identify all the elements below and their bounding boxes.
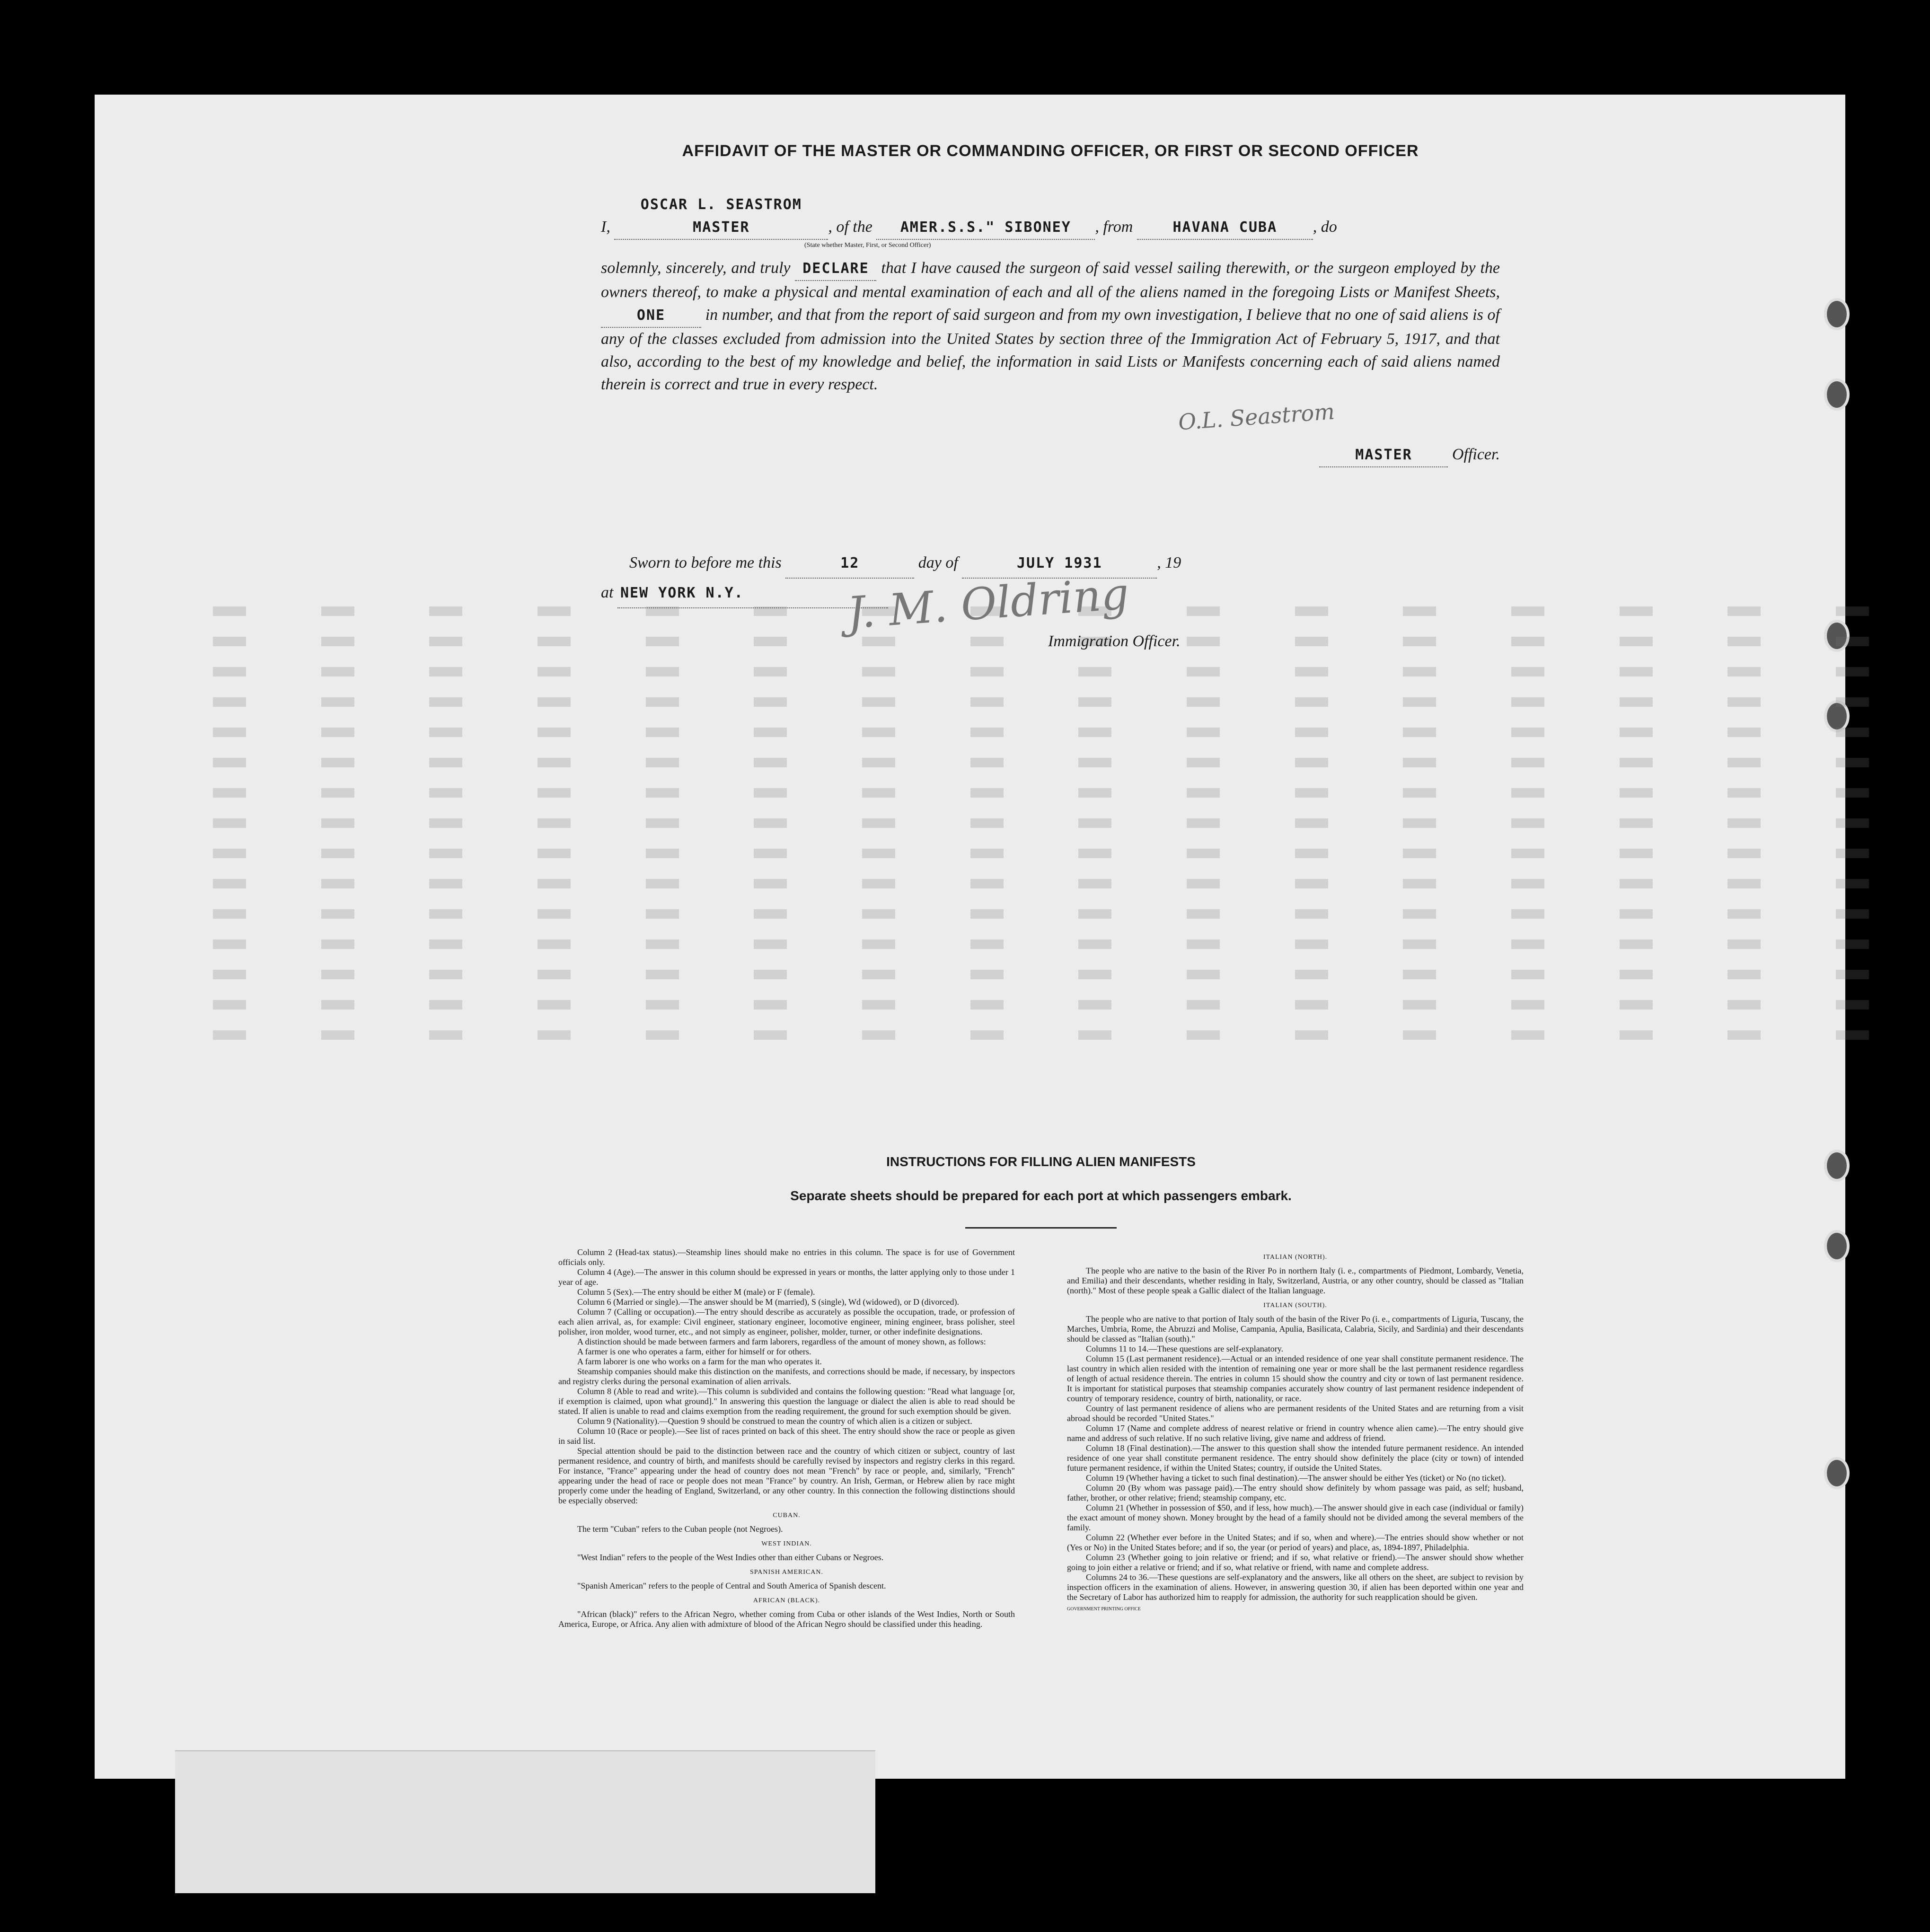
month-year-field: JULY 1931 [962,549,1157,579]
day-of-label: day of [918,554,958,571]
bleed-through-rows [213,596,1869,1069]
count-field: ONE [601,304,701,328]
instructions-subtitle: Separate sheets should be prepared for each port at which passengers embark. [790,1188,1292,1203]
instruction-paragraph: Country of last permanent residence of aliens who are permanent residents of the United States and are returning from a visit abroad should be recorded "United States." [1067,1404,1524,1423]
officer-type-note: (State whether Master, First, or Second Officer) [804,242,931,249]
instruction-paragraph: Column 10 (Race or people).—See list of races printed on back of this sheet. The entry should show the race or people as given in said list. [558,1426,1015,1446]
instructions-left-column [558,1247,1015,1629]
officer-line [601,443,1500,467]
officer-label: Officer. [1452,446,1500,463]
immigration-officer-signature: J. M. Oldring [845,568,1131,639]
sworn-label: Sworn to before me this [629,554,782,571]
instruction-paragraph: A farmer is one who operates a farm, either for himself or for others. [577,1347,811,1356]
affidavit-section [601,142,1500,467]
instruction-paragraph: Columns 24 to 36.—These questions are self-explanatory and the answers, like all others on the sheet, are subject to revision by inspection officers in the examination of aliens. However, in answering question 30, if alien has been deported within one year and the Secretary of Labor has authorized him to reapply for admission, the authority for such reapplication should be given. [1067,1572,1524,1602]
affidavit-body [601,193,1500,467]
binder-hole-icon [1824,1457,1850,1489]
printer-imprint: GOVERNMENT PRINTING OFFICE [1067,1607,1141,1612]
century-label: , 19 [1157,554,1181,571]
west-indian-heading: WEST INDIAN. [761,1540,812,1547]
instruction-paragraph: A farm laborer is one who works on a farm for the man who operates it. [577,1357,822,1366]
instruction-paragraph: Column 20 (By whom was passage paid).—The entry should show definitely by whom passage was paid, as self; husband, father, brother, or other relative; friend; steamship company, etc. [1067,1483,1524,1502]
instructions-right-column [1067,1247,1524,1629]
declaration-text-2: in number, and that from the report of said surgeon and from my own investigation, I believe that no one of said aliens is of any of the classes excluded from admission into the United States by section three of the Immigration Act of February 5, 1917, and that also, according to the best of my knowledge and belief, the information in said Lists or Manifests concerning each of said aliens named therein is correct and true in every respect. [601,306,1500,393]
rank-field: MASTER [1319,444,1448,467]
instruction-paragraph: Column 22 (Whether ever before in the United States; and if so, when and where).—The entries should show whether or not (Yes or No) in the United States before; and if so, the year (or period of years) and place, as, 1894-1897, Philadelphia. [1067,1533,1524,1552]
manifest-sheet [95,95,1845,1779]
place-field: NEW YORK N.Y. [617,579,888,608]
cuban-heading: CUBAN. [773,1512,801,1519]
instruction-paragraph: Column 2 (Head-tax status).—Steamship lines should make no entries in this column. The space is for use of Government officials only. [558,1247,1015,1267]
instruction-paragraph: Column 9 (Nationality).—Question 9 should be construed to mean the country of which alien is a citizen or subject. [577,1416,972,1426]
spanish-american-heading: SPANISH AMERICAN. [750,1569,823,1576]
instruction-paragraph: Column 6 (Married or single).—The answer should be M (married), S (single), Wd (widowed), or D (divorced). [577,1297,959,1307]
italian-north-heading: ITALIAN (NORTH). [1263,1254,1328,1261]
instruction-paragraph: Special attention should be paid to the distinction between race and the country of which citizen or subject, country of last permanent residence, and country of birth, and manifests should be carefully revised by inspectors and registry clerks in this regard. For instance, "France" appearing under the head of country does not mean "French" by race or people, and, similarly, "French" appearing under the head of race or people does not mean "France" by country. An Irish, German, or Hebrew alien by race might properly come under the heading of England, Switzerland, or any other country. In this connection the following distinctions should be especially observed: [558,1446,1015,1505]
instruction-paragraph: The people who are native to that portion of Italy south of the basin of the River Po (i. e., compartments of Liguria, Tuscany, the Marches, Umbria, Rome, the Abruzzi and Molise, Campania, Apulia, Basilicata, Calabria, Sicily, and Sardinia) and their descendants should be classed as "Italian (south)." [1067,1314,1524,1344]
binder-hole-icon [1824,1150,1850,1182]
instruction-paragraph: Column 7 (Calling or occupation).—The entry should describe as accurately as possible the occupation, trade, or profession of each alien arrival, as, for example: Civil engineer, stationary engineer, locomotive engineer, mining engineer, brass polisher, steel polisher, iron molder, wood turner, etc., and not simply as engineer, polisher, molder, turner, or other indefinite designations. [558,1307,1015,1336]
declare-field: DECLARE [795,257,876,281]
paper-tab [175,1750,875,1893]
immigration-officer-label: Immigration Officer. [1048,632,1181,650]
instruction-paragraph: Steamship companies should make this distinction on the manifests, and corrections should be made, if necessary, by inspectors and registry clerks during the personal examination of alien arrivals. [558,1367,1015,1386]
vessel-field: AMER.S.S." SIBONEY [876,216,1095,240]
divider [965,1227,1117,1229]
instruction-paragraph: Column 8 (Able to read and write).—This column is subdivided and contains the following question: "Read what language [or, if exemption is claimed, upon what ground]." In answering this question the language or dialect the alien is able to read should be stated. If alien is unable to read and claims exemption from the reading requirement, the ground for such exemption should be given. [558,1387,1015,1416]
binder-hole-icon [1824,1230,1850,1262]
at-label: at [601,584,614,601]
italian-north-text: The people who are native to the basin of the River Po in northern Italy (i. e., compartments of Piedmont, Lombardy, Venetia, and Emilia) and their descendants, whether residing in Italy, Switzerland, Austria, or any other country, should be classed as "Italian (north)." Most of these people speak a Gallic dialect of the Italian language. [1067,1266,1524,1295]
instruction-paragraph: Column 18 (Final destination).—The answer to this question shall show the intended future permanent residence. An intended residence of one year shall constitute permanent residence. The entry should show definitely the place (city or town) of intended future permanent residence, if within the United States; country, if outside the United States. [1067,1443,1524,1473]
instruction-paragraph: Column 15 (Last permanent residence).—Actual or an intended residence of one year shall constitute permanent residence. The last country in which alien resided with the intention of remaining one year or more shall be the last permanent residence regardless of length of actual residence therein. The entries in column 15 should show the country and city or town of last permanent residence. It is important for statistical purposes that steamship companies accurately show country of last permanent residence independent of country of temporary residence, country of birth, nationality, or race. [1067,1354,1524,1403]
master-signature: O.L. Seastrom [1177,398,1336,435]
cuban-text: The term "Cuban" refers to the Cuban people (not Negroes). [577,1524,783,1534]
instructions-section [558,1154,1524,1629]
sworn-section [601,549,1500,660]
binder-hole-icon [1824,298,1850,330]
instruction-paragraph: Column 21 (Whether in possession of $50, and if less, how much).—The answer should give in each case (individual or family) the exact amount of money shown. Money brought by the head of a family should not be divided among the several members of the family. [1067,1503,1524,1532]
of-the-label: , of the [828,218,872,236]
solemnly-text: solemnly, sincerely, and truly [601,259,791,277]
west-indian-text: "West Indian" refers to the people of the West Indies other than either Cubans or Negroes. [577,1553,884,1562]
instruction-paragraph: Column 4 (Age).—The answer in this column should be expressed in years or months, the latter applying only to those under 1 year of age. [558,1267,1015,1287]
from-label: , from [1095,218,1133,236]
instructions-title: INSTRUCTIONS FOR FILLING ALIEN MANIFESTS [886,1154,1196,1169]
binder-hole-icon [1824,378,1850,411]
instructions-columns [558,1247,1524,1629]
instruction-paragraph: Column 19 (Whether having a ticket to such final destination).—The answer should be either Yes (ticket) or No (no ticket). [1086,1473,1506,1483]
african-heading: AFRICAN (BLACK). [753,1597,820,1604]
italian-south-heading: ITALIAN (SOUTH). [1263,1302,1327,1309]
master-signature-area [601,396,1500,439]
instruction-paragraph: Column 17 (Name and complete address of nearest relative or friend in country whence alien came).—The entry should give name and address of such relative. If no such relative living, give name and address of friend. [1067,1423,1524,1443]
affidavit-title: AFFIDAVIT OF THE MASTER OR COMMANDING OFFICER, OR FIRST OR SECOND OFFICER [682,142,1419,160]
instruction-paragraph: Column 23 (Whether going to join relative or friend; and if so, what relative or friend).—The answer should show whether going to join either a relative or friend; and if so, what relative or friend, with name and complete address. [1067,1553,1524,1572]
instruction-paragraph: Column 5 (Sex).—The entry should be either M (male) or F (female). [577,1287,815,1297]
african-text: "African (black)" refers to the African Negro, whether coming from Cuba or other islands of the West Indies, North or South America, Europe, or Africa. Any alien with admixture of blood of the African Negro should be classified under this heading. [558,1609,1015,1629]
instruction-paragraph: Columns 11 to 14.—These questions are self-explanatory. [1086,1344,1284,1353]
instruction-paragraph: A distinction should be made between farmers and farm laborers, regardless of the amount of money shown, as follows: [577,1337,986,1346]
do-label: , do [1313,218,1337,236]
port-field: HAVANA CUBA [1137,216,1313,240]
i-label: I, [601,218,610,236]
declaration-text-1: that I have caused the surgeon of said vessel sailing therewith, or the surgeon employed by the owners thereof, to make a physical and mental examination of each and all of the aliens named in the foregoing Lists or Manifest Sheets, [601,259,1500,301]
day-field: 12 [785,549,914,579]
spanish-american-text: "Spanish American" refers to the people of Central and South America of Spanish descent. [577,1581,886,1590]
master-name-field: OSCAR L. SEASTROM MASTER [614,193,828,240]
